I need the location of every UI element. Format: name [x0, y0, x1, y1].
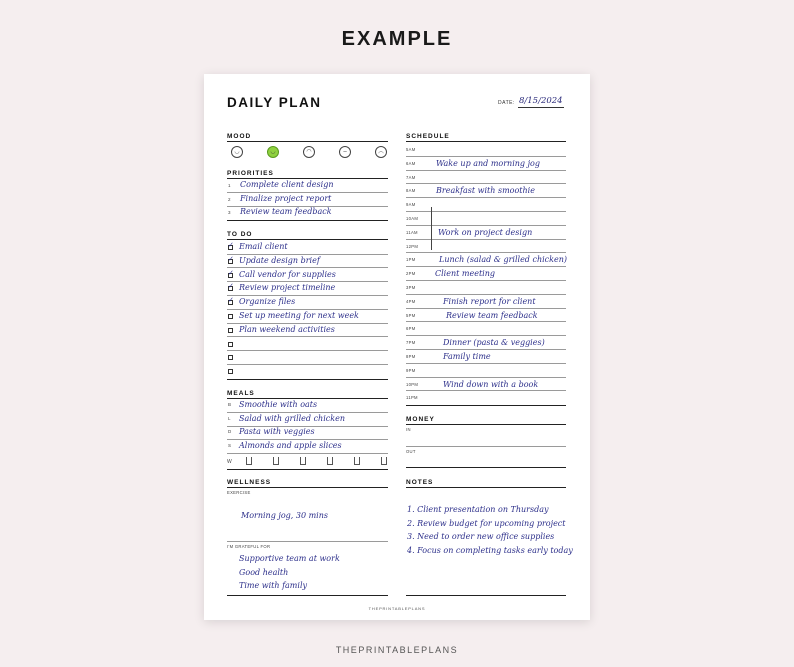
- todo-checkbox[interactable]: [228, 369, 233, 374]
- money-divider: [406, 424, 566, 425]
- schedule-time: 5AM: [406, 147, 416, 152]
- todo-rule: [227, 281, 388, 282]
- todo-rule: [227, 323, 388, 324]
- schedule-rule: [406, 211, 566, 212]
- todo-checkbox[interactable]: [228, 355, 233, 360]
- todo-bottom-rule: [227, 379, 388, 380]
- todo-rule: [227, 309, 388, 310]
- notes-divider: [406, 487, 566, 488]
- note-item: 3. Need to order new office supplies: [407, 532, 555, 541]
- schedule-time: 10AM: [406, 216, 419, 221]
- notes-heading: NOTES: [406, 479, 434, 486]
- todo-heading: TO DO: [227, 231, 253, 238]
- schedule-rule: [406, 197, 566, 198]
- meal-rule: [227, 453, 388, 454]
- schedule-rule: [406, 308, 566, 309]
- mood-sad-icon[interactable]: ◠: [303, 146, 315, 158]
- todo-checkbox[interactable]: [228, 328, 233, 333]
- schedule-entry: Wind down with a book: [443, 379, 539, 389]
- mood-faces: [227, 146, 388, 160]
- priority-rule: [227, 206, 388, 207]
- priority-number: 2: [228, 196, 231, 202]
- notes-bottom-rule: [406, 595, 566, 596]
- todo-text: Call vendor for supplies: [239, 269, 336, 279]
- schedule-rule: [406, 294, 566, 295]
- schedule-time: 6PM: [406, 326, 416, 332]
- todo-text: Set up meeting for next week: [239, 311, 359, 320]
- schedule-bottom-rule: [406, 405, 566, 406]
- mood-happy-icon[interactable]: ◡: [267, 146, 279, 158]
- todo-rule: [227, 336, 388, 337]
- meal-text: Almonds and apple slices: [239, 440, 342, 450]
- todo-checkbox[interactable]: [228, 314, 233, 319]
- schedule-rule: [406, 377, 566, 378]
- time-block-bracket: [431, 207, 432, 250]
- priority-rule: [227, 192, 388, 193]
- mood-neutral-icon[interactable]: –: [339, 146, 351, 158]
- todo-text: Update design brief: [239, 255, 320, 265]
- meals-heading: MEALS: [227, 390, 255, 397]
- meal-rule: [227, 426, 388, 427]
- schedule-time: 1PM: [406, 257, 416, 263]
- meal-rule: [227, 412, 388, 413]
- schedule-time: 5PM: [406, 312, 416, 318]
- todo-rule: [227, 350, 388, 351]
- meal-code: B: [228, 402, 232, 407]
- meals-divider: [227, 398, 388, 399]
- todo-text: Review project timeline: [239, 283, 336, 293]
- checkmark-icon: ✓: [228, 255, 234, 263]
- schedule-entry: Review team feedback: [446, 310, 538, 320]
- schedule-rule: [406, 266, 566, 267]
- water-glass-icon[interactable]: [300, 457, 306, 465]
- wellness-heading: WELLNESS: [227, 479, 272, 486]
- priorities-heading: PRIORITIES: [227, 170, 274, 177]
- priority-text: Review team feedback: [240, 207, 332, 216]
- mood-upset-icon[interactable]: ︵: [375, 146, 387, 158]
- schedule-time: 3PM: [406, 285, 416, 290]
- schedule-entry: Lunch (salad & grilled chicken): [439, 255, 567, 265]
- todo-text: Organize files: [239, 297, 296, 307]
- wellness-bottom-rule: [227, 595, 388, 596]
- todo-text: Email client: [239, 242, 288, 251]
- grateful-item: Good health: [239, 568, 289, 577]
- schedule-rule: [406, 363, 566, 364]
- schedule-rule: [406, 252, 566, 253]
- money-bottom-rule: [406, 467, 566, 468]
- water-tracker: [240, 457, 388, 467]
- todo-rule: [227, 295, 388, 296]
- schedule-rule: [406, 239, 566, 240]
- schedule-rule: [406, 390, 566, 391]
- checkmark-icon: ✓: [228, 269, 234, 277]
- schedule-rule: [406, 349, 566, 350]
- note-item: 1. Client presentation on Thursday: [407, 505, 549, 514]
- schedule-time: 7PM: [406, 340, 416, 346]
- priority-text: Finalize project report: [240, 193, 332, 203]
- meal-code: D: [228, 429, 232, 434]
- money-heading: MONEY: [406, 416, 435, 423]
- money-in-rule: [406, 446, 566, 447]
- schedule-time: 4PM: [406, 298, 416, 304]
- todo-rule: [227, 254, 388, 255]
- mood-divider: [227, 141, 388, 142]
- money-out-label: OUT: [406, 449, 416, 454]
- meal-code: L: [228, 415, 231, 421]
- schedule-heading: SCHEDULE: [406, 133, 450, 140]
- schedule-time: 12PM: [406, 243, 419, 249]
- schedule-rule: [406, 321, 566, 322]
- date-label: DATE:: [498, 100, 515, 106]
- todo-rule: [227, 364, 388, 365]
- todo-divider: [227, 239, 388, 240]
- schedule-time: 6AM: [406, 160, 416, 166]
- example-heading: EXAMPLE: [341, 28, 453, 50]
- meals-bottom-rule: [227, 469, 388, 470]
- schedule-entry: Wake up and morning jog: [436, 158, 540, 168]
- priorities-bottom-rule: [227, 220, 388, 221]
- meal-text: Smoothie with oats: [239, 400, 318, 409]
- schedule-time: 11PM: [406, 395, 418, 401]
- schedule-entry: Work on project design: [438, 227, 533, 237]
- schedule-entry: Dinner (pasta & veggies): [443, 338, 545, 348]
- water-label: W: [227, 459, 233, 465]
- water-glass-icon[interactable]: [381, 457, 387, 465]
- exercise-rule: [227, 541, 388, 542]
- schedule-time: 8PM: [406, 354, 416, 359]
- priority-text: Complete client design: [240, 180, 334, 189]
- exercise-label: EXERCISE: [227, 490, 251, 495]
- schedule-entry: Finish report for client: [443, 296, 536, 306]
- schedule-time: 11AM: [406, 229, 418, 235]
- schedule-time: 7AM: [406, 174, 416, 180]
- schedule-divider: [406, 141, 566, 142]
- todo-rule: [227, 267, 388, 268]
- mood-very-happy-icon[interactable]: ◡: [231, 146, 243, 158]
- todo-checkbox[interactable]: [228, 342, 233, 347]
- water-glass-icon[interactable]: [246, 457, 252, 465]
- priorities-divider: [227, 178, 388, 179]
- note-item: 2. Review budget for upcoming project: [407, 519, 566, 528]
- schedule-rule: [406, 183, 566, 184]
- date-value: 8/15/2024: [519, 96, 563, 106]
- exercise-text: Morning jog, 30 mins: [241, 511, 328, 520]
- water-glass-icon[interactable]: [327, 457, 333, 465]
- schedule-time: 8AM: [406, 188, 416, 194]
- schedule-rule: [406, 280, 566, 281]
- priority-number: 1: [228, 183, 231, 188]
- page-title: DAILY PLAN: [227, 95, 322, 110]
- meal-rule: [227, 439, 388, 440]
- daily-plan-sheet: [204, 74, 590, 620]
- schedule-time: 9AM: [406, 202, 416, 208]
- schedule-time: 9PM: [406, 367, 416, 373]
- meal-text: Salad with grilled chicken: [239, 413, 345, 423]
- money-in-label: IN: [406, 427, 411, 432]
- schedule-time: 2PM: [406, 271, 416, 277]
- water-glass-icon[interactable]: [273, 457, 279, 465]
- checkmark-icon: ✓: [228, 283, 234, 291]
- wellness-divider: [227, 487, 388, 488]
- schedule-rule: [406, 156, 566, 157]
- meal-code: S: [228, 442, 232, 448]
- schedule-entry: Client meeting: [435, 269, 495, 279]
- checkmark-icon: ✓: [228, 297, 234, 305]
- brand-footer: THEPRINTABLEPLANS: [335, 645, 459, 655]
- todo-text: Plan weekend activities: [239, 324, 335, 334]
- grateful-label: I'M GRATEFUL FOR: [227, 544, 271, 549]
- schedule-time: 10PM: [406, 381, 419, 387]
- note-item: 4. Focus on completing tasks early today: [407, 546, 573, 555]
- water-glass-icon[interactable]: [354, 457, 360, 465]
- schedule-rule: [406, 225, 566, 226]
- schedule-entry: Family time: [443, 352, 491, 361]
- schedule-entry: Breakfast with smoothie: [436, 186, 535, 196]
- schedule-rule: [406, 335, 566, 336]
- grateful-item: Supportive team at work: [239, 554, 340, 563]
- meal-text: Pasta with veggies: [239, 427, 315, 436]
- schedule-rule: [406, 170, 566, 171]
- mood-heading: MOOD: [227, 133, 252, 140]
- checkmark-icon: ✓: [228, 242, 234, 249]
- priority-number: 3: [228, 210, 231, 215]
- sheet-footer: THEPRINTABLEPLANS: [368, 606, 426, 611]
- grateful-item: Time with family: [239, 581, 308, 590]
